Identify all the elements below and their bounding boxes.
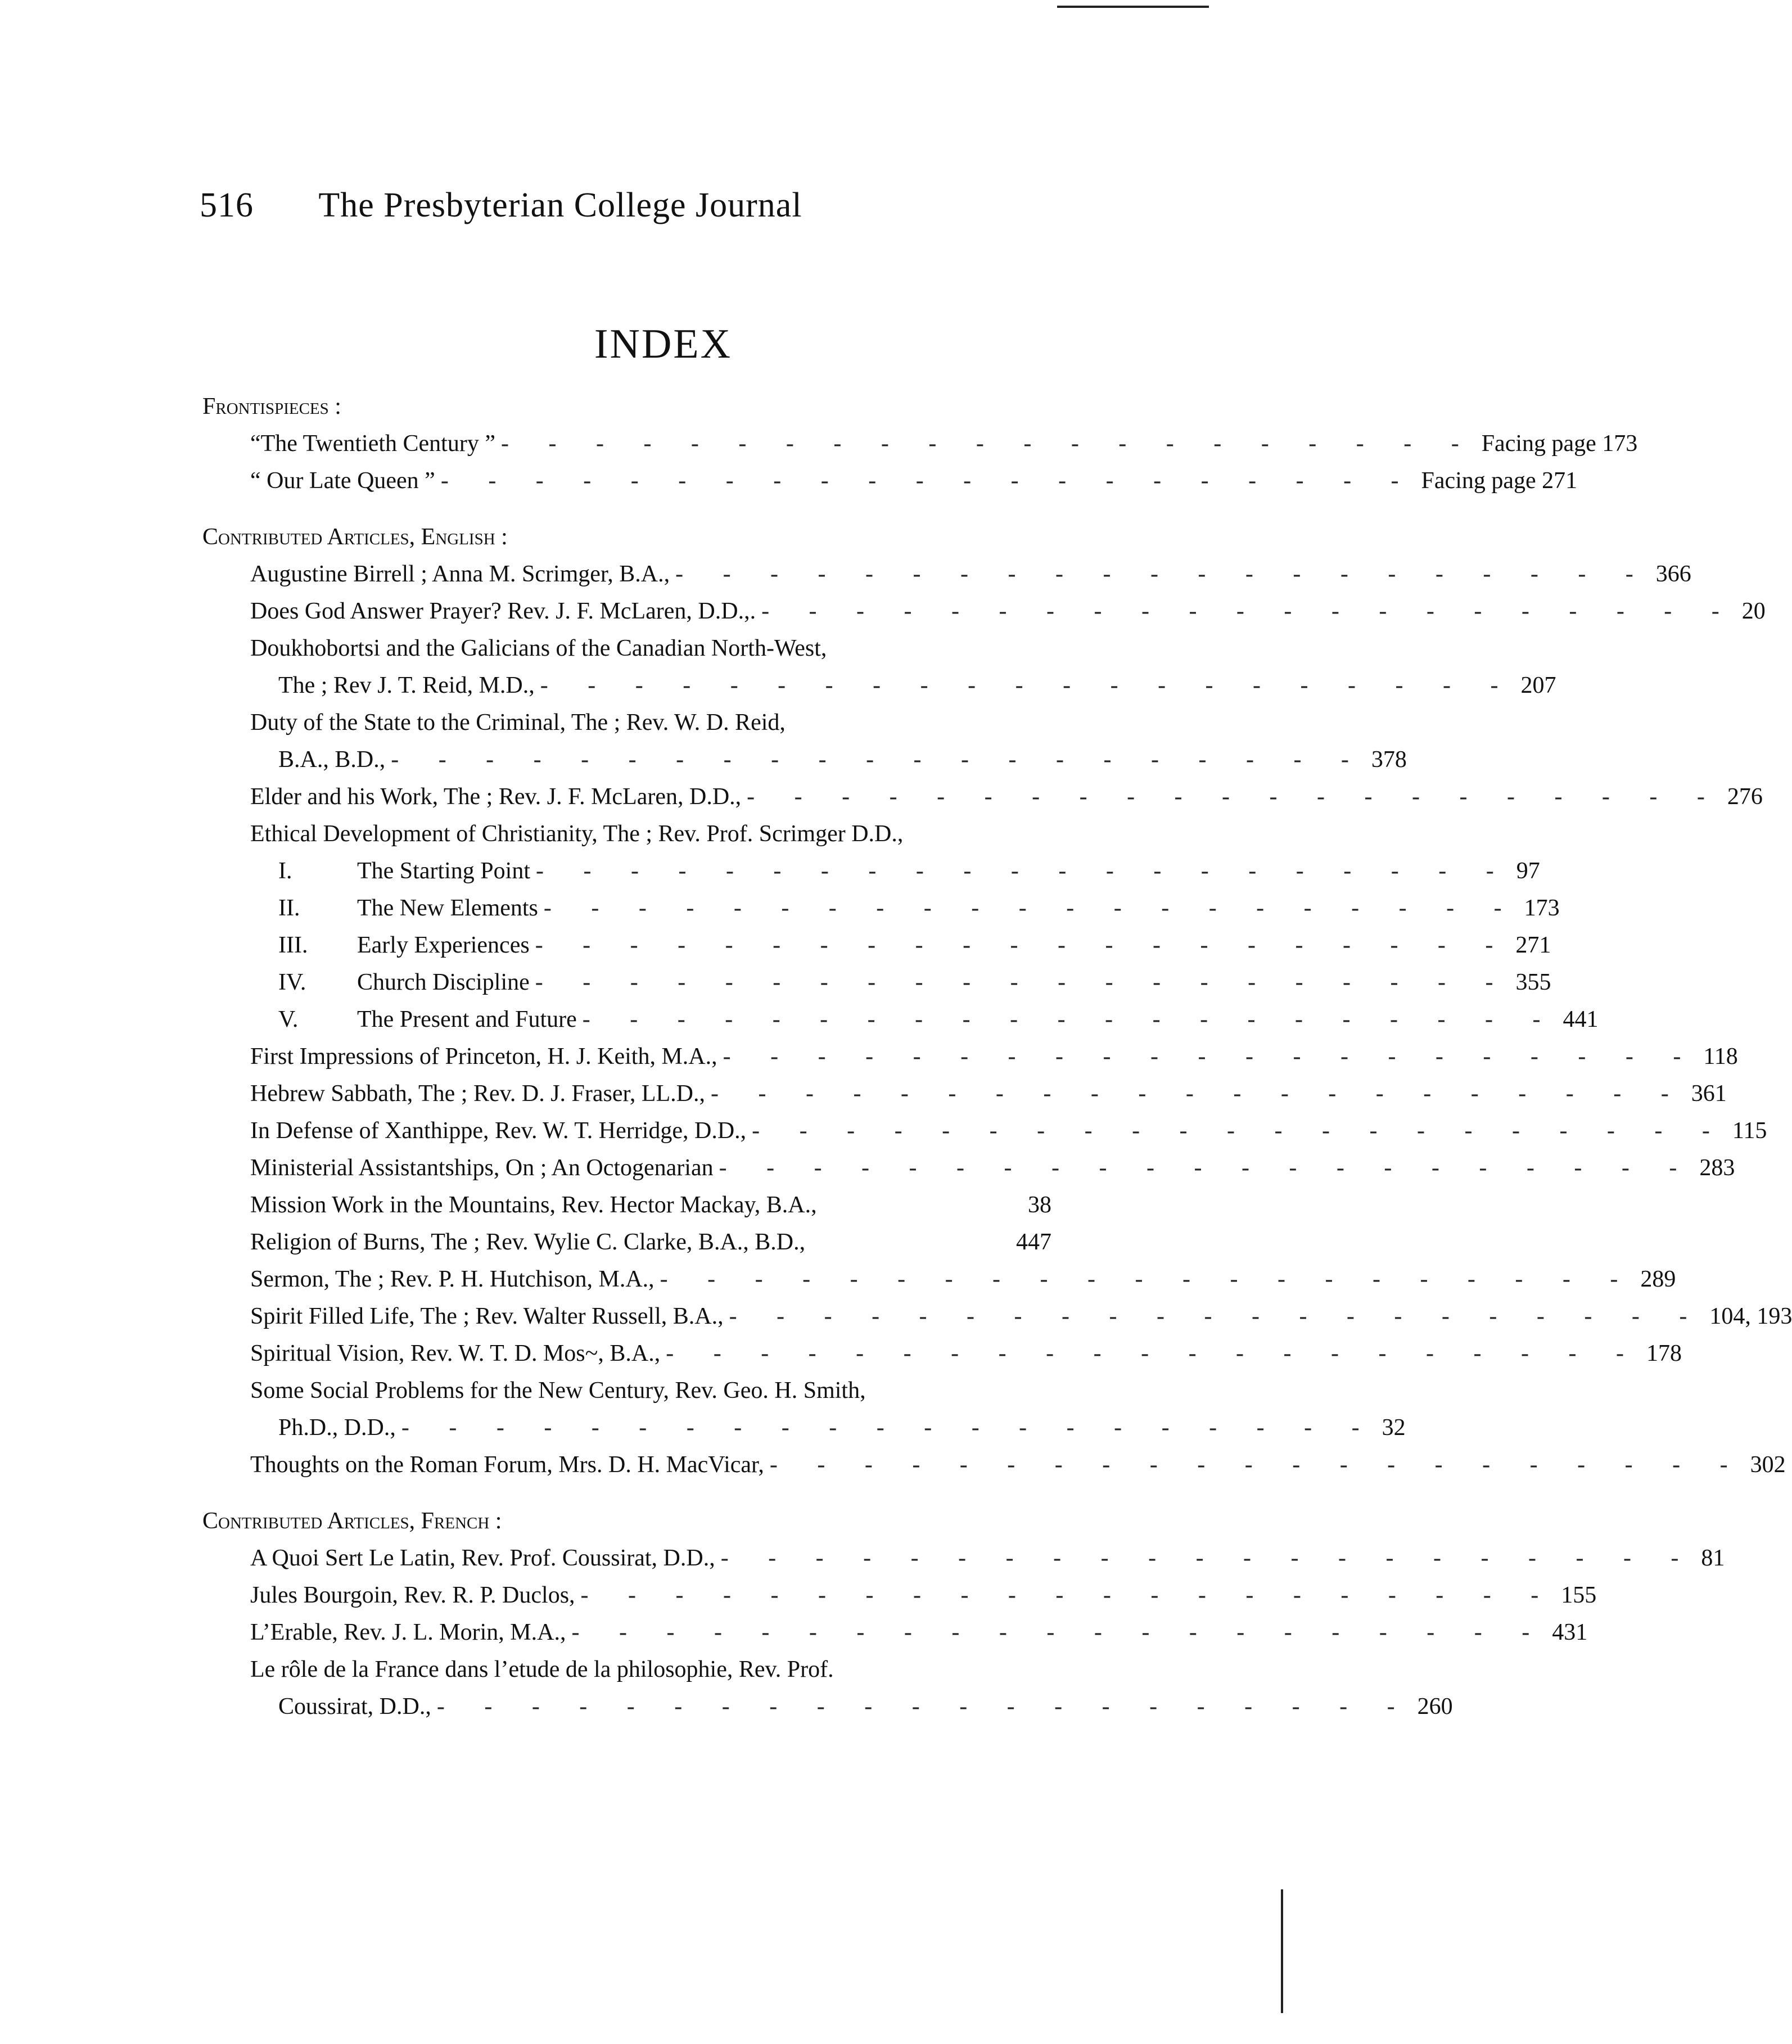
index-entry: [202, 1298, 1792, 1335]
page-reference: 302: [1750, 1452, 1786, 1478]
page-reference: 447: [1016, 1229, 1051, 1255]
entry-text: “The Twentieth Century ”: [250, 431, 495, 457]
entry-numeral: V.: [278, 1007, 299, 1032]
page-reference: 276: [1727, 784, 1763, 810]
entry-numeral: I.: [278, 858, 292, 884]
section-heading: Frontispieces :: [202, 394, 341, 419]
entry-text: Elder and his Work, The ; Rev. J. F. McLaren, D.D.,: [250, 784, 742, 810]
page-reference: 355: [1515, 969, 1551, 995]
entry-title: The Starting Point: [357, 858, 530, 884]
entry-text: [278, 964, 530, 1001]
index-entry: [202, 1372, 1051, 1409]
dot-leader: [805, 1224, 1016, 1261]
page-reference: 378: [1371, 747, 1407, 773]
entry-title: Early Experiences: [357, 932, 530, 958]
page-reference: 97: [1516, 858, 1540, 884]
entry-text: Augustine Birrell ; Anna M. Scrimger, B.A.,: [250, 561, 670, 587]
dot-leader: - - - - - - - - - - - - - - - - - - - - -: [401, 1415, 1376, 1441]
index-entry: [202, 704, 1051, 741]
scan-mark-right: [1281, 1889, 1283, 2013]
dot-leader: - - - - - - - - - - - - - - - - - - - - -: [571, 1619, 1547, 1645]
section-heading: Contributed Articles, French :: [202, 1508, 502, 1534]
page-reference: 118: [1703, 1044, 1738, 1070]
entry-title: The New Elements: [357, 895, 538, 921]
index-entry: [202, 1112, 1767, 1149]
running-head: [200, 186, 802, 225]
index-entry: [202, 630, 1051, 667]
entry-text: A Quoi Sert Le Latin, Rev. Prof. Coussirat, D.D.,: [250, 1545, 715, 1571]
entry-title: Church Discipline: [357, 969, 530, 995]
index-entries: [202, 388, 1792, 1725]
index-entry: [202, 1614, 1588, 1651]
entry-text: Ph.D., D.D.,: [278, 1415, 396, 1441]
entry-text: [278, 1001, 577, 1038]
index-entry: [202, 964, 1551, 1001]
page-reference: 81: [1701, 1545, 1725, 1571]
entry-text: B.A., B.D.,: [278, 747, 386, 773]
dot-leader: - - - - - - - - - - - - - - - - - - - - -: [720, 1545, 1696, 1571]
index-entry: [202, 1540, 1725, 1577]
entry-title: The Present and Future: [357, 1007, 577, 1032]
entry-text: Coussirat, D.D.,: [278, 1694, 431, 1720]
dot-leader: - - - - - - - - - - - - - - - - - - - - -: [500, 431, 1476, 457]
entry-text: “ Our Late Queen ”: [250, 468, 435, 494]
page-reference: Facing page 271: [1421, 468, 1578, 494]
page-reference: 20: [1741, 598, 1766, 624]
index-entry: [202, 667, 1556, 704]
entry-numeral: IV.: [278, 969, 306, 995]
section-heading: Contributed Articles, English :: [202, 524, 508, 550]
index-entry: [202, 1224, 1051, 1261]
entry-text: Spirit Filled Life, The ; Rev. Walter Russell, B.A.,: [250, 1303, 724, 1329]
index-entry: [202, 1261, 1676, 1298]
entry-text: Doukhobortsi and the Galicians of the Canadian North-West,: [250, 635, 827, 661]
dot-leader: [817, 1186, 1028, 1224]
entry-numeral: II.: [278, 895, 300, 921]
entry-text: Sermon, The ; Rev. P. H. Hutchison, M.A.,: [250, 1266, 654, 1292]
entry-text: [278, 852, 530, 890]
index-entry: [202, 556, 1691, 593]
dot-leader: - - - - - - - - - - - - - - - - - - - - -: [723, 1044, 1698, 1070]
page-number: 516: [200, 186, 254, 224]
dot-leader: [903, 815, 1051, 852]
index-entry: [202, 1335, 1682, 1372]
index-entry: [202, 852, 1540, 890]
index-entry: [202, 1409, 1406, 1446]
entry-text: [278, 890, 538, 927]
dot-leader: - - - - - - - - - - - - - - - - - - - - -: [747, 784, 1722, 810]
dot-leader: - - - - - - - - - - - - - - - - - - - - -: [769, 1452, 1745, 1478]
index-entry: [202, 1149, 1735, 1186]
dot-leader: - - - - - - - - - - - - - - - - - - - - -: [675, 561, 1650, 587]
index-title: INDEX: [594, 321, 733, 367]
entry-text: Duty of the State to the Criminal, The ; Rev. W. D. Reid,: [250, 710, 786, 736]
page-reference: 366: [1655, 561, 1691, 587]
index-entry: [202, 1075, 1727, 1112]
entry-text: Ministerial Assistantships, On ; An Octogenarian: [250, 1155, 714, 1181]
page-reference: 104, 193: [1709, 1303, 1792, 1329]
page-reference: 173: [1524, 895, 1560, 921]
entry-text: Some Social Problems for the New Century, Rev. Geo. H. Smith,: [250, 1378, 866, 1404]
dot-leader: [827, 630, 1051, 667]
index-entry: [202, 1446, 1786, 1483]
index-entry: [202, 815, 1051, 852]
entry-text: [278, 927, 530, 964]
page-reference: 178: [1646, 1341, 1682, 1366]
entry-text: Jules Bourgoin, Rev. R. P. Duclos,: [250, 1582, 575, 1608]
dot-leader: - - - - - - - - - - - - - - - - - - - - -: [761, 598, 1736, 624]
dot-leader: - - - - - - - - - - - - - - - - - - - - -: [543, 895, 1519, 921]
dot-leader: - - - - - - - - - - - - - - - - - - - - -: [535, 969, 1510, 995]
index-entry: [202, 741, 1407, 778]
page-reference: 431: [1552, 1619, 1588, 1645]
scan-mark-top: [1057, 6, 1209, 8]
entry-text: Hebrew Sabbath, The ; Rev. D. J. Fraser, LL.D.,: [250, 1081, 705, 1107]
dot-leader: - - - - - - - - - - - - - - - - - - - - -: [580, 1582, 1556, 1608]
entry-text: Mission Work in the Mountains, Rev. Hector Mackay, B.A.,: [250, 1192, 817, 1218]
index-entry: [202, 1577, 1597, 1614]
index-entry: [202, 890, 1560, 927]
page-reference: 283: [1699, 1155, 1735, 1181]
page-reference: 32: [1382, 1415, 1406, 1441]
dot-leader: [866, 1372, 1051, 1409]
dot-leader: - - - - - - - - - - - - - - - - - - - - -: [391, 747, 1366, 773]
dot-leader: - - - - - - - - - - - - - - - - - - - - -: [536, 858, 1511, 884]
page-reference: 271: [1515, 932, 1551, 958]
entry-text: Thoughts on the Roman Forum, Mrs. D. H. MacVicar,: [250, 1452, 764, 1478]
journal-title: The Presbyterian College Journal: [318, 186, 802, 224]
dot-leader: - - - - - - - - - - - - - - - - - - - - -: [436, 1694, 1412, 1720]
index-entry: [202, 1001, 1599, 1038]
dot-leader: - - - - - - - - - - - - - - - - - - - - -: [719, 1155, 1694, 1181]
dot-leader: - - - - - - - - - - - - - - - - - - - - -: [710, 1081, 1686, 1107]
dot-leader: - - - - - - - - - - - - - - - - - - - - -: [535, 932, 1510, 958]
entry-text: The ; Rev J. T. Reid, M.D.,: [278, 673, 535, 698]
index-entry: [202, 1688, 1453, 1725]
index-entry: [202, 1651, 1051, 1688]
index-entry: [202, 425, 1638, 462]
entry-text: Spiritual Vision, Rev. W. T. D. Mos~, B.A.,: [250, 1341, 661, 1366]
dot-leader: - - - - - - - - - - - - - - - - - - - - -: [582, 1007, 1558, 1032]
dot-leader: - - - - - - - - - - - - - - - - - - - - -: [666, 1341, 1641, 1366]
page-reference: 38: [1028, 1192, 1051, 1218]
dot-leader: [786, 704, 1051, 741]
index-entry: [202, 1038, 1738, 1075]
entry-numeral: III.: [278, 932, 308, 958]
page-reference: 361: [1691, 1081, 1727, 1107]
entry-text: L’Erable, Rev. J. L. Morin, M.A.,: [250, 1619, 566, 1645]
page-reference: 289: [1640, 1266, 1676, 1292]
page-reference: Facing page 173: [1481, 431, 1638, 457]
page-reference: 260: [1417, 1694, 1453, 1720]
entry-text: Does God Answer Prayer? Rev. J. F. McLaren, D.D.,.: [250, 598, 756, 624]
index-entry: [202, 927, 1551, 964]
index-entry: [202, 593, 1766, 630]
dot-leader: - - - - - - - - - - - - - - - - - - - - -: [540, 673, 1515, 698]
page-reference: 155: [1561, 1582, 1597, 1608]
entry-text: Religion of Burns, The ; Rev. Wylie C. Clarke, B.A., B.D.,: [250, 1229, 806, 1255]
dot-leader: - - - - - - - - - - - - - - - - - - - - -: [752, 1118, 1727, 1144]
page-reference: 115: [1732, 1118, 1767, 1144]
index-entry: [202, 1186, 1051, 1224]
page-reference: 207: [1520, 673, 1556, 698]
entry-text: First Impressions of Princeton, H. J. Keith, M.A.,: [250, 1044, 717, 1070]
index-entry: [202, 462, 1578, 499]
dot-leader: - - - - - - - - - - - - - - - - - - - - -: [729, 1303, 1704, 1329]
entry-text: Le rôle de la France dans l’etude de la philosophie, Rev. Prof.: [250, 1657, 834, 1682]
entry-text: Ethical Development of Christianity, The ; Rev. Prof. Scrimger D.D.,: [250, 821, 904, 847]
dot-leader: - - - - - - - - - - - - - - - - - - - - -: [660, 1266, 1635, 1292]
dot-leader: [834, 1651, 1051, 1688]
page-reference: 441: [1563, 1007, 1599, 1032]
dot-leader: - - - - - - - - - - - - - - - - - - - - -: [440, 468, 1416, 494]
index-entry: [202, 778, 1763, 815]
entry-text: In Defense of Xanthippe, Rev. W. T. Herridge, D.D.,: [250, 1118, 747, 1144]
